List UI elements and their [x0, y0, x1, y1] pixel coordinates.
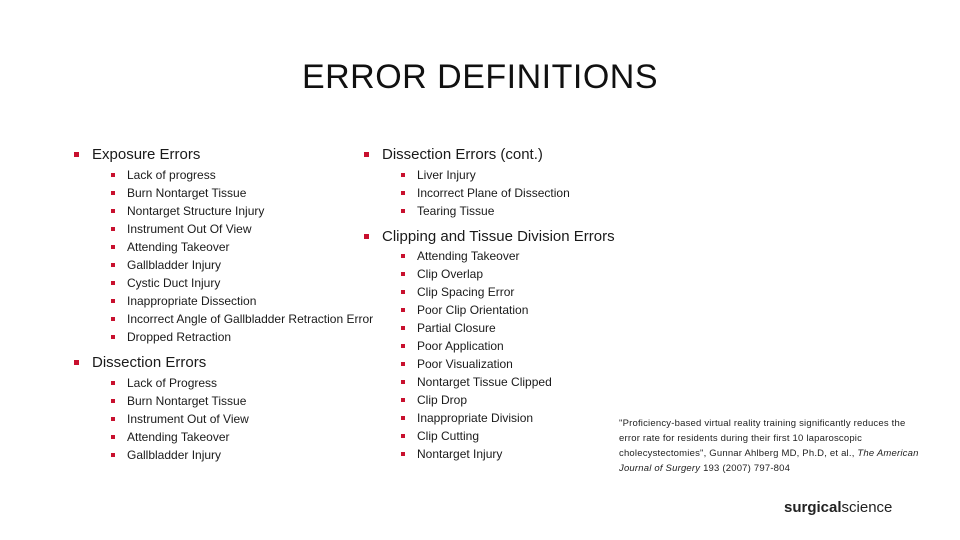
list-item: Poor Visualization	[364, 355, 615, 373]
bullet-square-icon	[111, 417, 115, 421]
section-heading-dissection-errors-cont: Dissection Errors (cont.)	[364, 146, 615, 164]
list-item: Instrument Out of View	[74, 410, 373, 428]
bullet-square-icon	[111, 227, 115, 231]
list-item: Dropped Retraction	[74, 328, 373, 346]
list-item: Attending Takeover	[364, 247, 615, 265]
bullet-square-icon	[111, 317, 115, 321]
bullet-square-icon	[111, 263, 115, 267]
list-item: Cystic Duct Injury	[74, 274, 373, 292]
bullet-square-icon	[401, 290, 405, 294]
section-heading-dissection-errors: Dissection Errors	[74, 354, 373, 372]
citation	[619, 416, 919, 476]
dissection-errors-list	[74, 374, 373, 464]
bullet-square-icon	[401, 362, 405, 366]
bullet-square-icon	[111, 381, 115, 385]
bullet-square-icon	[401, 209, 405, 213]
list-item: Lack of Progress	[74, 374, 373, 392]
bullet-square-icon	[111, 453, 115, 457]
bullet-square-icon	[401, 380, 405, 384]
bullet-square-icon	[111, 435, 115, 439]
list-item: Lack of progress	[74, 166, 373, 184]
list-item: Liver Injury	[364, 166, 615, 184]
bullet-square-icon	[111, 335, 115, 339]
list-item: Tearing Tissue	[364, 202, 615, 220]
citation-tail: 193 (2007) 797-804	[700, 463, 791, 474]
bullet-square-icon	[111, 173, 115, 177]
bullet-square-icon	[111, 399, 115, 403]
list-item: Inappropriate Dissection	[74, 292, 373, 310]
list-item: Nontarget Structure Injury	[74, 202, 373, 220]
right-column	[364, 146, 615, 463]
bullet-square-icon	[401, 434, 405, 438]
list-item: Attending Takeover	[74, 238, 373, 256]
bullet-square-icon	[401, 254, 405, 258]
list-item: Burn Nontarget Tissue	[74, 392, 373, 410]
list-item: Incorrect Angle of Gallbladder Retraction Error	[74, 310, 373, 328]
list-item: Gallbladder Injury	[74, 256, 373, 274]
logo-part-bold: surgical	[784, 499, 842, 516]
clipping-errors-list	[364, 247, 615, 463]
list-item: Poor Application	[364, 337, 615, 355]
logo-part-regular: science	[841, 499, 893, 516]
bullet-square-icon	[74, 152, 79, 157]
left-column	[74, 146, 373, 464]
list-item: Clip Cutting	[364, 427, 615, 445]
list-item: Attending Takeover	[74, 428, 373, 446]
bullet-square-icon	[401, 173, 405, 177]
bullet-square-icon	[111, 299, 115, 303]
bullet-square-icon	[111, 245, 115, 249]
bullet-square-icon	[401, 191, 405, 195]
list-item: Clip Drop	[364, 391, 615, 409]
citation-text: "Proficiency-based virtual reality training significantly reduces the error rate for residents during their first 10 laparoscopic cholecystectomies", Gunnar Ahlberg MD, Ph.D, et al.,	[619, 418, 906, 459]
list-item: Clip Overlap	[364, 265, 615, 283]
list-item: Instrument Out Of View	[74, 220, 373, 238]
dissection-errors-cont-list	[364, 166, 615, 220]
bullet-square-icon	[401, 452, 405, 456]
list-item: Partial Closure	[364, 319, 615, 337]
list-item: Incorrect Plane of Dissection	[364, 184, 615, 202]
bullet-square-icon	[74, 360, 79, 365]
bullet-square-icon	[401, 308, 405, 312]
slide-title: ERROR DEFINITIONS	[301, 58, 659, 96]
bullet-square-icon	[111, 191, 115, 195]
surgical-science-logo	[784, 499, 892, 516]
citation-journal: The American Journal of Surgery	[619, 448, 919, 474]
bullet-square-icon	[364, 234, 369, 239]
bullet-square-icon	[401, 272, 405, 276]
list-item: Clip Spacing Error	[364, 283, 615, 301]
section-heading-clipping-errors: Clipping and Tissue Division Errors	[364, 228, 615, 246]
list-item: Poor Clip Orientation	[364, 301, 615, 319]
bullet-square-icon	[111, 281, 115, 285]
section-heading-exposure-errors: Exposure Errors	[74, 146, 373, 164]
list-item: Inappropriate Division	[364, 409, 615, 427]
list-item: Burn Nontarget Tissue	[74, 184, 373, 202]
list-item: Nontarget Injury	[364, 445, 615, 463]
bullet-square-icon	[401, 326, 405, 330]
bullet-square-icon	[364, 152, 369, 157]
bullet-square-icon	[401, 398, 405, 402]
bullet-square-icon	[401, 344, 405, 348]
list-item: Nontarget Tissue Clipped	[364, 373, 615, 391]
exposure-errors-list	[74, 166, 373, 346]
bullet-square-icon	[111, 209, 115, 213]
bullet-square-icon	[401, 416, 405, 420]
list-item: Gallbladder Injury	[74, 446, 373, 464]
